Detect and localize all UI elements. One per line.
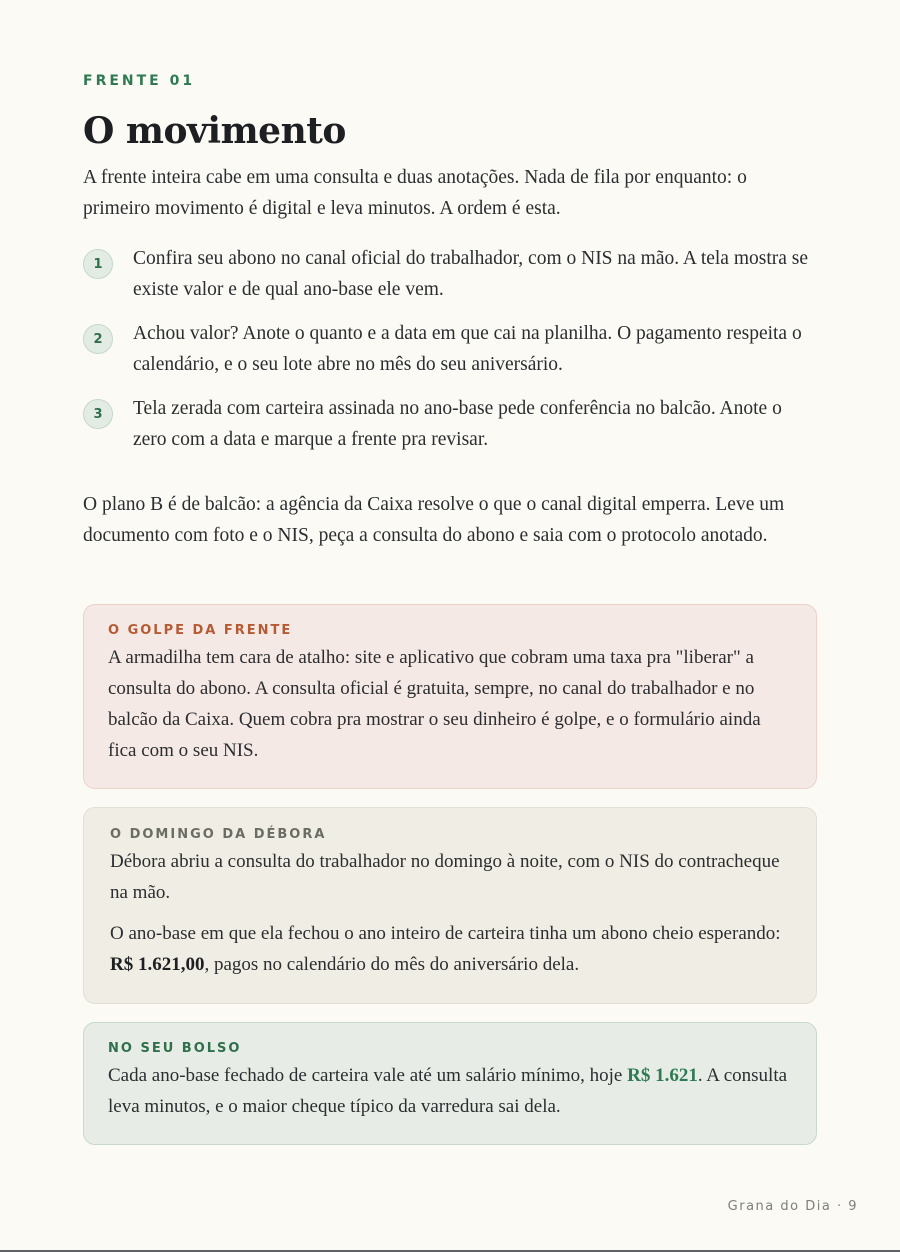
- story-text-after: , pagos no calendário do mês do aniversário dela.: [204, 954, 580, 975]
- section-eyebrow: FRENTE 01: [83, 73, 196, 89]
- list-item: [83, 318, 817, 380]
- intro-paragraph: A frente inteira cabe em uma consulta e duas anotações. Nada de fila por enquanto: o primeiro movimento é digital e leva minutos. A ordem é esta.: [83, 167, 747, 219]
- pocket-card: [83, 1022, 817, 1145]
- scam-warning-label: O GOLPE DA FRENTE: [108, 623, 293, 638]
- step-text: Achou valor? Anote o quanto e a data em que cai na planilha. O pagamento respeita o calendário, e o seu lote abre no mês do seu aniversário.: [133, 323, 802, 375]
- scam-warning-card: [83, 604, 817, 789]
- page-footer: Grana do Dia · 9: [727, 1199, 858, 1214]
- step-number-badge: 2: [83, 324, 113, 354]
- pocket-text: [108, 1060, 792, 1122]
- story-label: O DOMINGO DA DÉBORA: [110, 827, 327, 842]
- pocket-amount: R$ 1.621: [627, 1065, 698, 1086]
- story-text-before: O ano-base em que ela fechou o ano inteiro de carteira tinha um abono cheio esperando:: [110, 923, 781, 944]
- story-paragraph-1: Débora abriu a consulta do trabalhador no domingo à noite, com o NIS do contracheque na mão.: [110, 851, 780, 903]
- story-amount: R$ 1.621,00: [110, 954, 205, 975]
- story-card: [83, 807, 817, 1004]
- list-item: [83, 243, 817, 305]
- step-text: Tela zerada com carteira assinada no ano-base pede conferência no balcão. Anote o zero com a data e marque a frente pra revisar.: [133, 398, 782, 450]
- pocket-label: NO SEU BOLSO: [108, 1041, 242, 1056]
- pocket-text-before: Cada ano-base fechado de carteira vale até um salário mínimo, hoje: [108, 1065, 628, 1086]
- step-number-badge: 3: [83, 399, 113, 429]
- steps-list: [83, 243, 817, 468]
- story-paragraph-2: [110, 918, 790, 980]
- step-text: Confira seu abono no canal oficial do trabalhador, com o NIS na mão. A tela mostra se existe valor e de qual ano-base ele vem.: [133, 248, 809, 300]
- pocket-text-after: . A consulta leva minutos, e o maior cheque típico da varredura sai dela.: [108, 1065, 788, 1117]
- list-item: [83, 393, 817, 455]
- scam-warning-text: A armadilha tem cara de atalho: site e aplicativo que cobram uma taxa pra "liberar" a consulta do abono. A consulta oficial é gratuita, sempre, no canal do trabalhador e no balcão da Caixa. Quem cobra pra mostrar o seu dinheiro é golpe, e o formulário ainda fica com o seu NIS.: [108, 647, 761, 761]
- plan-b-paragraph: O plano B é de balcão: a agência da Caixa resolve o que o canal digital emperra. Leve um documento com foto e o NIS, peça a consulta do abono e saia com o protocolo anotado.: [83, 494, 785, 546]
- step-number-badge: 1: [83, 249, 113, 279]
- page-title: O movimento: [83, 110, 346, 152]
